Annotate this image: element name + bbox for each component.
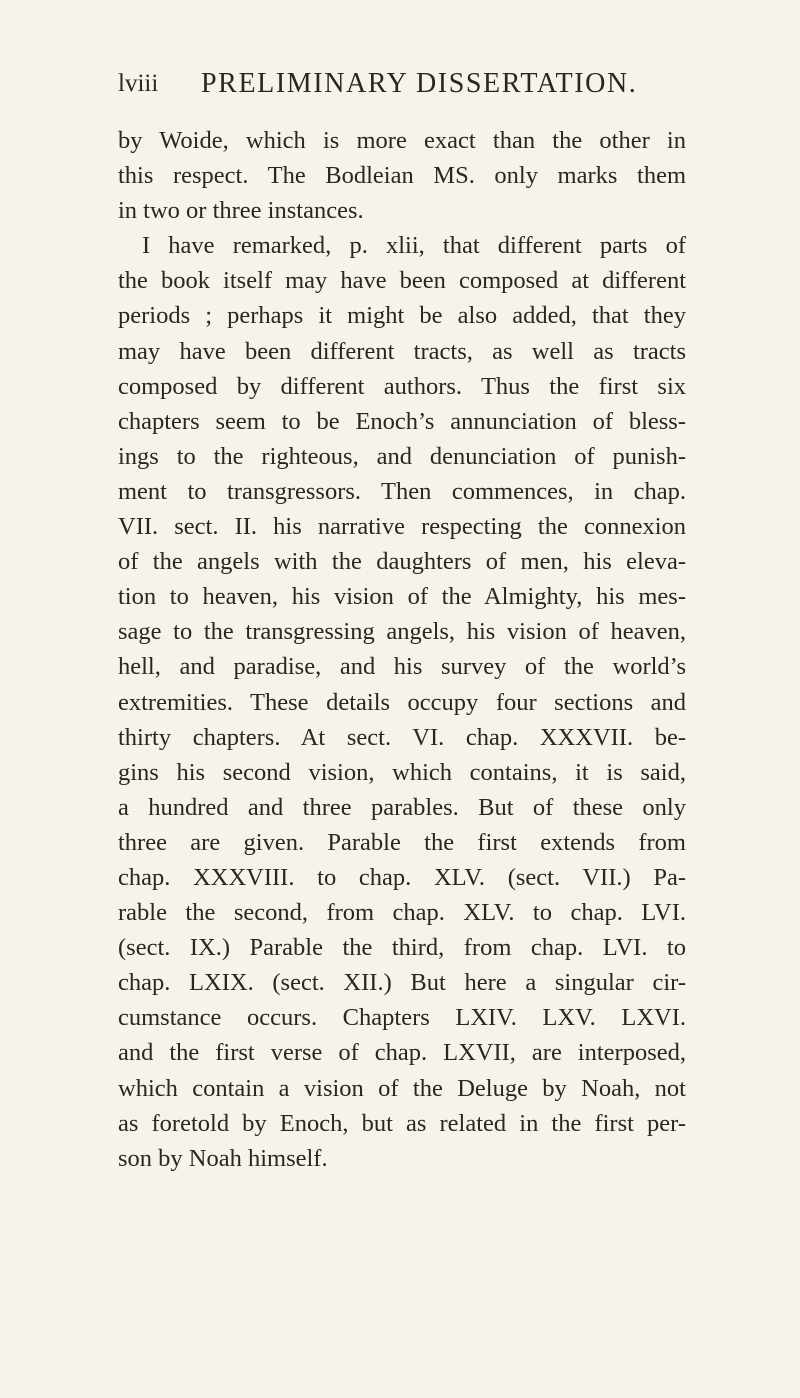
- page-number: lviii: [118, 70, 159, 97]
- text-line: chapters seem to be Enoch’s annunciation of bless-: [118, 407, 686, 435]
- text-line: ings to the righteous, and denunciation of punish-: [118, 442, 686, 470]
- text-line: chap. XXXVIII. to chap. XLV. (sect. VII.) Pa-: [118, 863, 686, 891]
- text-line: periods ; perhaps it might be also added, that they: [118, 302, 686, 330]
- running-title: PRELIMINARY DISSERTATION.: [201, 68, 638, 99]
- text-line: son by Noah himself.: [118, 1144, 328, 1172]
- text-line: composed by different authors. Thus the first six: [118, 372, 686, 400]
- text-line: three are given. Parable the first extends from: [118, 828, 686, 856]
- text-line: sage to the transgressing angels, his vision of heaven,: [118, 618, 686, 646]
- text-line: I have remarked, p. xlii, that different parts of: [142, 232, 686, 260]
- text-line: thirty chapters. At sect. VI. chap. XXXVII. be-: [118, 723, 686, 751]
- text-line: may have been different tracts, as well as tracts: [118, 337, 686, 365]
- text-line: extremities. These details occupy four sections and: [118, 688, 686, 716]
- text-line: and the first verse of chap. LXVII, are interposed,: [118, 1039, 686, 1067]
- text-line: (sect. IX.) Parable the third, from chap. LVI. to: [118, 934, 686, 962]
- body-text: [118, 123, 686, 1176]
- text-line: by Woide, which is more exact than the other in: [118, 127, 686, 154]
- text-line: as foretold by Enoch, but as related in the first per-: [118, 1109, 686, 1137]
- text-line: the book itself may have been composed at different: [118, 267, 686, 295]
- text-line: ment to transgressors. Then commences, in chap.: [118, 477, 686, 505]
- text-line: a hundred and three parables. But of these only: [118, 793, 686, 821]
- running-head: [118, 64, 678, 104]
- text-line: gins his second vision, which contains, it is said,: [118, 758, 686, 786]
- text-line: rable the second, from chap. XLV. to chap. LVI.: [118, 899, 686, 927]
- text-line: hell, and paradise, and his survey of the world’s: [118, 653, 686, 681]
- text-line: in two or three instances.: [118, 197, 364, 225]
- text-line: VII. sect. II. his narrative respecting the connexion: [118, 513, 686, 541]
- text-line: this respect. The Bodleian MS. only marks them: [118, 162, 686, 190]
- text-line: tion to heaven, his vision of the Almighty, his mes-: [118, 583, 686, 611]
- text-line: of the angels with the daughters of men, his eleva-: [118, 548, 686, 576]
- text-line: which contain a vision of the Deluge by Noah, not: [118, 1074, 686, 1102]
- text-line: chap. LXIX. (sect. XII.) But here a singular cir-: [118, 969, 686, 997]
- text-line: cumstance occurs. Chapters LXIV. LXV. LXVI.: [118, 1004, 686, 1032]
